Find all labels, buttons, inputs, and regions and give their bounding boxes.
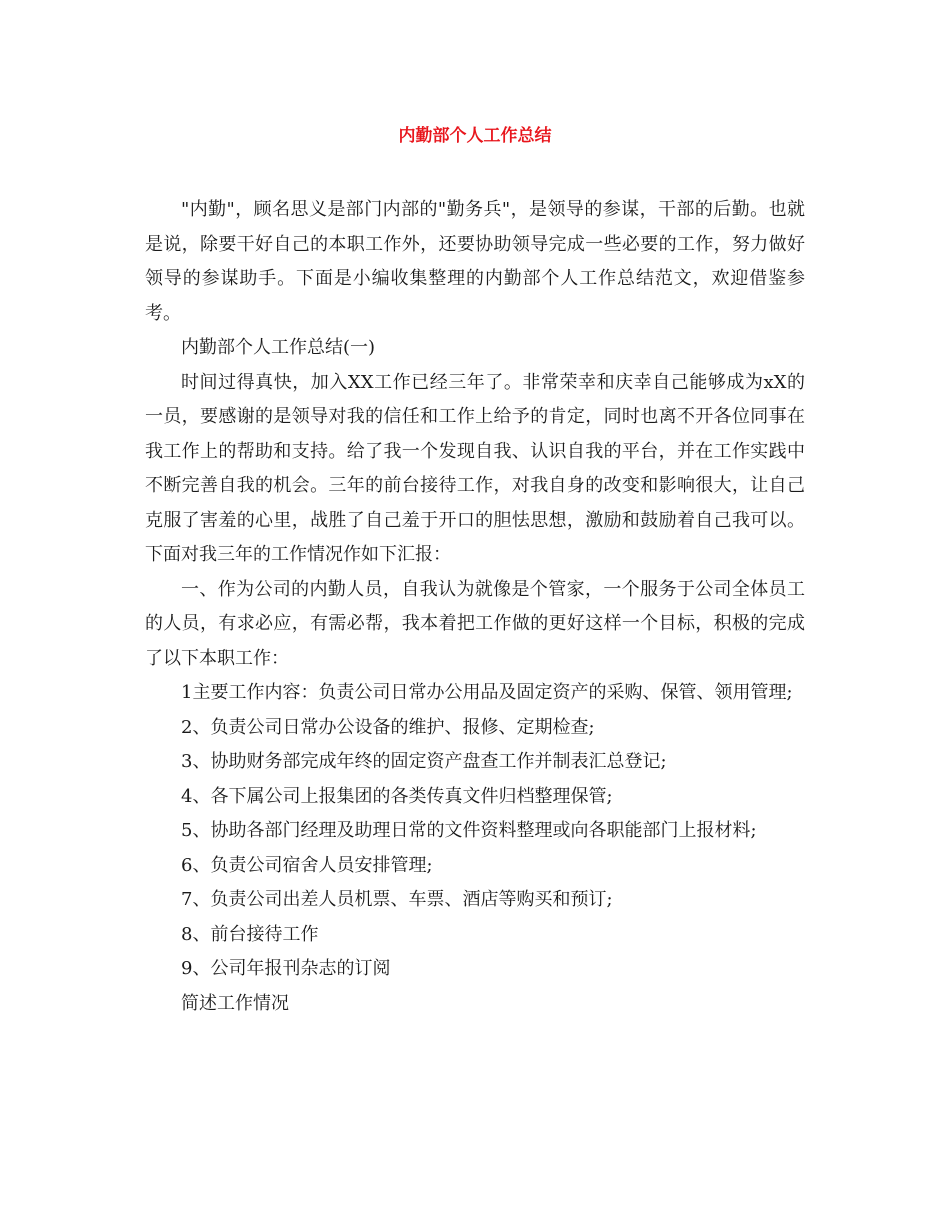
body-paragraph-1: 时间过得真快，加入XX工作已经三年了。非常荣幸和庆幸自己能够成为xX的一员，要感谢的是领导对我的信任和工作上给予的肯定，同时也离不开各位同事在我工作上的帮助和支持。给了我一个发现自我、认识自我的平台，并在工作实践中不断完善自我的机会。三年的前台接待工作，对我自身的改变和影响很大，让自己克服了害羞的心里，战胜了自己羞于开口的胆怯思想，激励和鼓励着自己我可以。下面对我三年的工作情况作如下汇报：	[145, 371, 805, 565]
section-heading: 内勤部个人工作总结(一)	[181, 337, 376, 358]
list-item: 7、负责公司出差人员机票、车票、酒店等购买和预订;	[181, 889, 613, 910]
document-title: 内勤部个人工作总结	[398, 126, 552, 146]
list-item: 6、负责公司宿舍人员安排管理;	[181, 854, 433, 876]
document-body	[145, 193, 805, 1021]
intro-paragraph: "内勤"，顾名思义是部门内部的"勤务兵"，是领导的参谋，干部的后勤。也就是说，除要干好自己的本职工作外，还要协助领导完成一些必要的工作，努力做好领导的参谋助手。下面是小编收集整理的内勤部个人工作总结范文，欢迎借鉴参考。	[145, 199, 805, 324]
list-item: 5、协助各部门经理及助理日常的文件资料整理或向各职能部门上报材料;	[181, 820, 757, 841]
closing-heading: 简述工作情况	[181, 992, 289, 1014]
list-item: 4、各下属公司上报集团的各类传真文件归档整理保管;	[181, 785, 613, 807]
list-item: 8、前台接待工作	[181, 923, 319, 945]
list-item-1: 1主要工作内容：负责公司日常办公用品及固定资产的采购、保管、领用管理;	[181, 682, 793, 703]
list-item: 3、协助财务部完成年终的固定资产盘查工作并制表汇总登记;	[181, 751, 667, 772]
list-item: 2、负责公司日常办公设备的维护、报修、定期检查;	[181, 716, 595, 738]
body-paragraph-2: 一、作为公司的内勤人员，自我认为就像是个管家，一个服务于公司全体员工的人员，有求必应，有需必帮，我本着把工作做的更好这样一个目标，积极的完成了以下本职工作：	[145, 578, 805, 669]
list-item: 9、公司年报刊杂志的订阅	[181, 958, 391, 979]
